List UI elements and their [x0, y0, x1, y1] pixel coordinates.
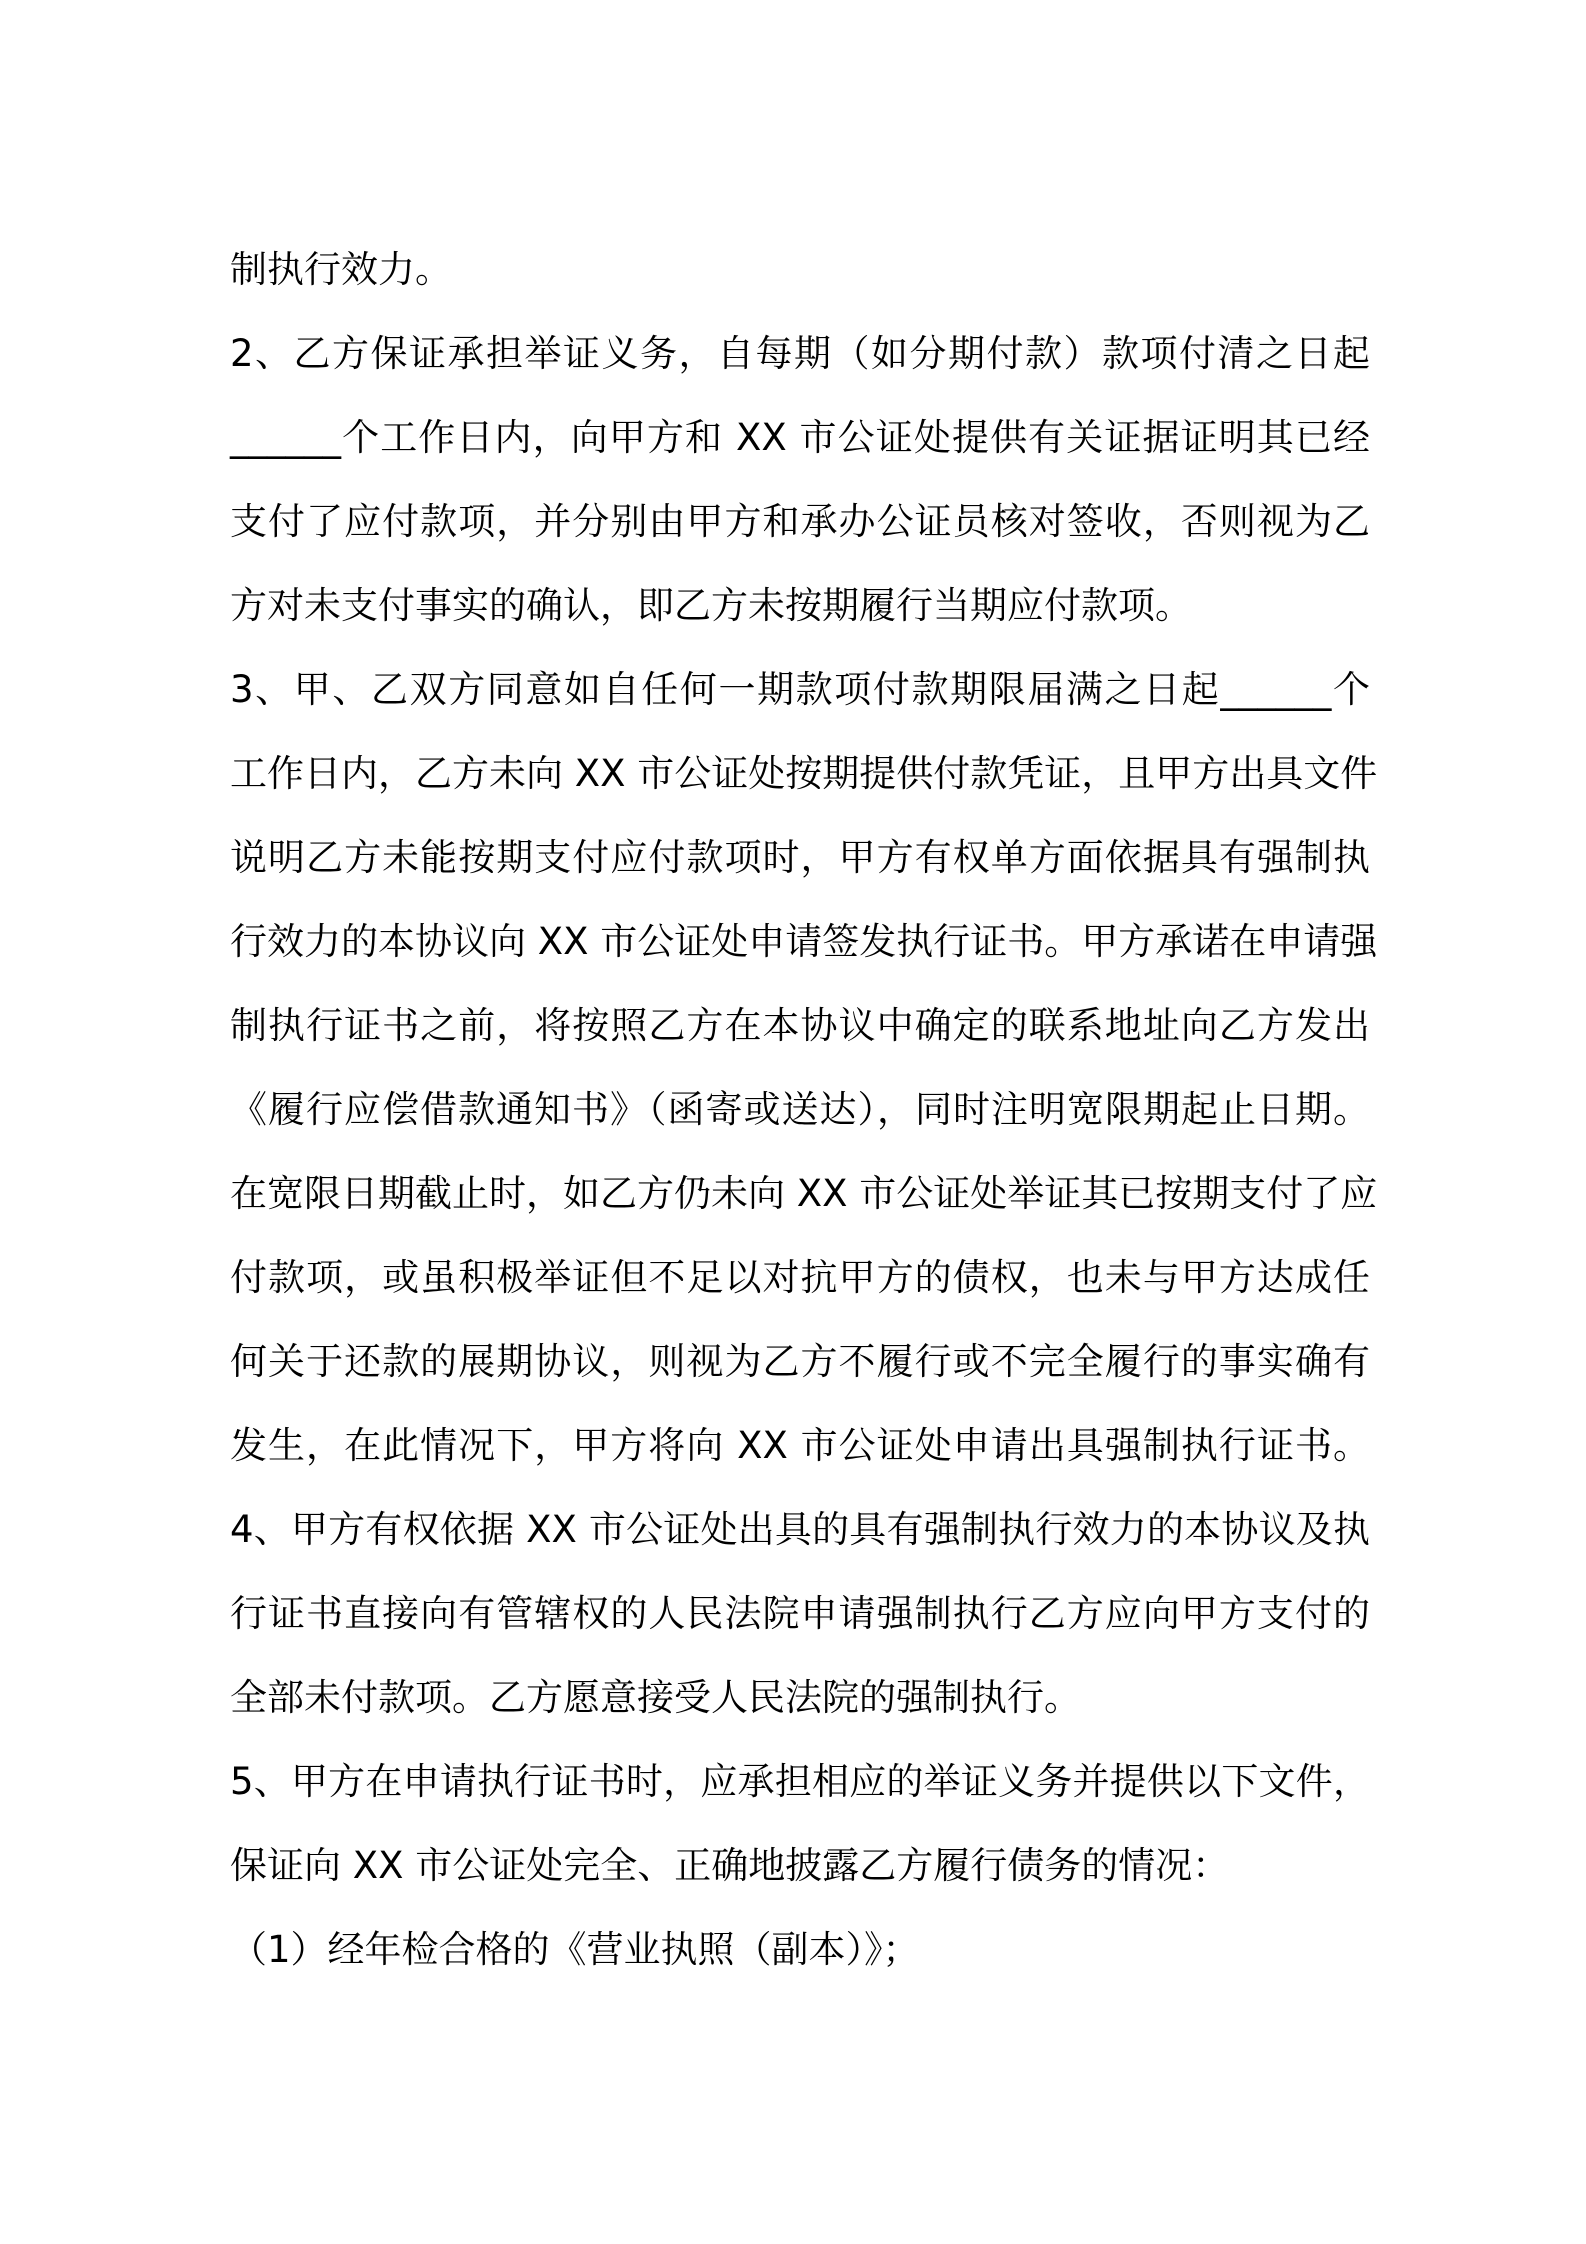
text-line: 保证向 XX 市公证处完全、正确地披露乙方履行债务的情况： — [230, 1844, 1230, 1887]
text-line: 5、甲方在申请执行证书时，应承担相应的举证义务并提供以下文件， — [230, 1760, 1370, 1803]
text-line: 何关于还款的展期协议，则视为乙方不履行或不完全履行的事实确有 — [230, 1340, 1370, 1383]
text-line: 行证书直接向有管辖权的人民法院申请强制执行乙方应向甲方支付的 — [230, 1592, 1370, 1635]
text-line: 制执行证书之前，将按照乙方在本协议中确定的联系地址向乙方发出 — [230, 1004, 1370, 1047]
text-line: 全部未付款项。乙方愿意接受人民法院的强制执行。 — [230, 1676, 1081, 1719]
text-line: 制执行效力。 — [230, 248, 452, 291]
text-line: 2、乙方保证承担举证义务，自每期（如分期付款）款项付清之日起 — [230, 332, 1370, 375]
text-line: 方对未支付事实的确认，即乙方未按期履行当期应付款项。 — [230, 584, 1192, 627]
document-body — [230, 228, 1378, 1992]
text-line: 发生，在此情况下，甲方将向 XX 市公证处申请出具强制执行证书。 — [230, 1424, 1370, 1467]
text-line: （1）经年检合格的《营业执照（副本）》； — [230, 1928, 920, 1971]
text-line: 行效力的本协议向 XX 市公证处申请签发执行证书。甲方承诺在申请强 — [230, 920, 1378, 963]
text-line: 工作日内，乙方未向 XX 市公证处按期提供付款凭证，且甲方出具文件 — [230, 752, 1378, 795]
text-line: 《履行应偿借款通知书》（函寄或送达），同时注明宽限期起止日期。 — [230, 1088, 1370, 1131]
text-line: 付款项，或虽积极举证但不足以对抗甲方的债权，也未与甲方达成任 — [230, 1256, 1370, 1299]
text-line: 支付了应付款项，并分别由甲方和承办公证员核对签收，否则视为乙 — [230, 500, 1370, 543]
text-line: 3、甲、乙双方同意如自任何一期款项付款期限届满之日起______个 — [230, 668, 1370, 711]
text-line: 在宽限日期截止时，如乙方仍未向 XX 市公证处举证其已按期支付了应 — [230, 1172, 1378, 1215]
text-line: 4、甲方有权依据 XX 市公证处出具的具有强制执行效力的本协议及执 — [230, 1508, 1370, 1551]
text-line: 说明乙方未能按期支付应付款项时，甲方有权单方面依据具有强制执 — [230, 836, 1370, 879]
text-line: ______个工作日内，向甲方和 XX 市公证处提供有关证据证明其已经 — [230, 416, 1370, 459]
